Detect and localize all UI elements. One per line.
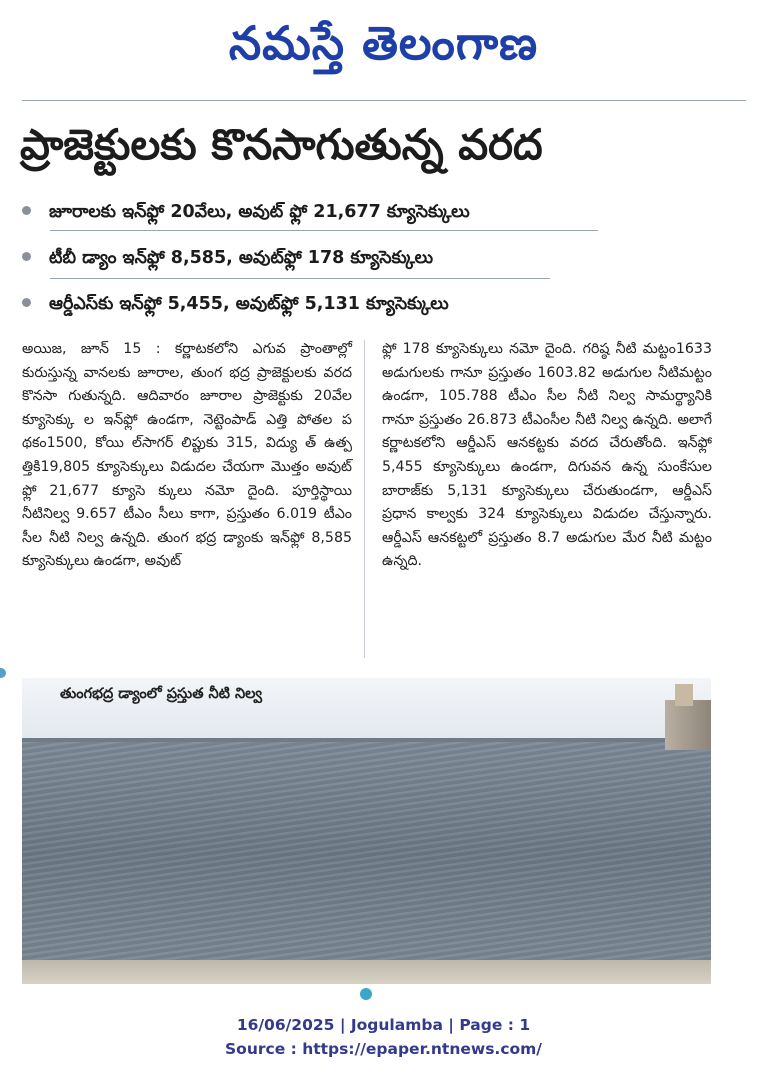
dam-photo (22, 678, 711, 984)
summary-bullet-text: టీబీ డ్యాం ఇన్‌ఫ్లో 8,585, అవుట్‌ఫ్లో 178 క్యూసెక్కులు (49, 248, 434, 268)
page-edge-marker (0, 668, 6, 678)
column-divider (364, 340, 365, 658)
bullet-dot-icon (22, 206, 31, 215)
bullet-dot-icon (22, 252, 31, 261)
summary-bullet-3 (22, 286, 449, 322)
summary-bullet-1 (22, 194, 470, 230)
article-body-text: ఫ్లో 178 క్యూసెక్కులు నమో దైంది. గరిష్ఠ నీటి మట్టం1633 అడుగులకు గానూ ప్రస్తుతం 1603.82 అడుగుల నీటిమట్టం ఉండగా, 105.788 టీఎం సీల నీటి నిల్వ సామర్థ్యానికి గానూ ప్రస్తుతం 26.873 టీఎంసీల నీటి నిల్వ ఉన్నది. అలాగే కర్ణాటకలోని ఆర్డీఎస్ ఆనకట్టకు వరద చేరుతోంది. ఇన్‌ఫ్లో 5,455 క్యూసెక్కులు ఉండగా, దిగువన ఉన్న సుంకేసుల బారాజ్‌కు 5,131 క్యూసెక్కులు చేరుతుండగా, ఆర్డీఎస్ ప్రధాన కాల్వకు 324 క్యూసెక్కులు విడుదల చేస్తున్నారు. ఆర్డీఎస్ ఆనకట్టలో ప్రస్తుతం 8.7 అడుగుల మేర నీటి మట్టం ఉన్నది. (382, 341, 712, 570)
footer-date-edition: 16/06/2025 | Jogulamba | Page : 1 (236, 1016, 531, 1034)
summary-bullet-text: ఆర్డీఎస్‌కు ఇన్‌ఫ్లో 5,455, అవుట్‌ఫ్లో 5,131 క్యూసెక్కులు (49, 294, 449, 314)
photo-caption: తుంగభద్ర డ్యాంలో ప్రస్తుత నీటి నిల్వ (60, 686, 263, 702)
footer-source: Source : https://epaper.ntnews.com/ (225, 1040, 542, 1058)
photo-shore (22, 960, 711, 984)
newspaper-masthead: నమస్తే తెలంగాణ (228, 16, 539, 70)
article-column-right (382, 338, 712, 574)
summary-bullet-text: జూరాలకు ఇన్‌ఫ్లో 20వేలు, అవుట్ ఫ్లో 21,677 క్యూసెక్కులు (49, 202, 470, 222)
masthead-divider (22, 100, 746, 101)
bullet-divider (50, 278, 550, 279)
article-body-text: అయిజ, జూన్ 15 : కర్ణాటకలోని ఎగువ ప్రాంతాల్లో కురుస్తున్న వానలకు జూరాల, తుంగ భద్ర ప్రాజెక్టులకు వరద కొనసా గుతున్నది. ఆదివారం జూరాల ప్రాజెక్టుకు 20వేల క్యూసెక్కు ల ఇన్‌ఫ్లో ఉండగా, నెట్టెంపాడ్ ఎత్తి పోతల ప థకం1500, కోయి ల్‌సాగర్ లిప్టుకు 315, విద్యు త్ ఉత్ప త్తికి19,805 క్యూసెక్కులు విడుదల చేయగా మొత్తం అవుట్ ఫ్లో 21,677 క్యూసె క్కులు నమో దైంది. పూర్తిస్థాయి నీటినిల్వ 9.657 టీఎం సీలు కాగా, ప్రస్తుతం 6.019 టీఎం సీల నీటి నిల్వ ఉన్నది. తుంగ భద్ర డ్యాంకు ఇన్‌ఫ్లో 8,585 క్యూసెక్కులు ఉండగా, అవుట్ (22, 341, 352, 570)
photo-water (22, 742, 711, 964)
summary-bullet-2 (22, 240, 433, 276)
article-headline: ప్రాజెక్టులకు కొనసాగుతున్న వరద (20, 120, 543, 169)
article-column-left (22, 338, 352, 574)
page-marker-dot (360, 988, 372, 1000)
bullet-divider (50, 230, 598, 231)
photo-dam-structure (665, 700, 711, 750)
photo-dam-tower (675, 684, 693, 706)
bullet-dot-icon (22, 298, 31, 307)
